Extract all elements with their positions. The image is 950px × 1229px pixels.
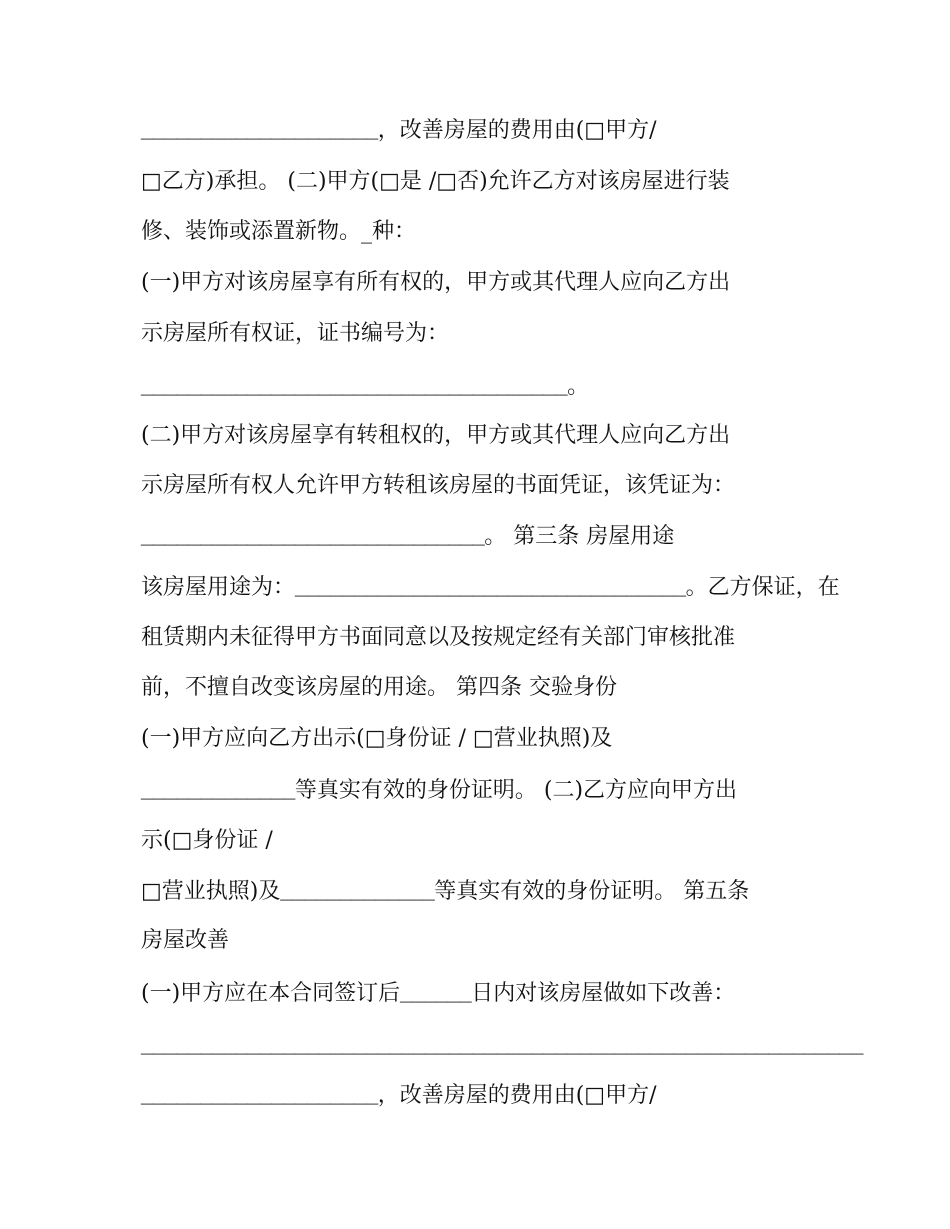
fill-in-blank: ____________________________________	[141, 373, 568, 398]
text-line	[141, 827, 273, 855]
fill-in-blank: _____________________________	[141, 523, 485, 548]
line-text: (二)甲方对该房屋享有转租权的，甲方或其代理人应向乙方出	[141, 423, 731, 448]
fill-in-blank: _____________	[280, 878, 435, 903]
text-line	[141, 320, 449, 348]
line-text: 前，不擅自改变该房屋的用途。 第四条 交验身份	[141, 675, 617, 700]
fill-in-blank: ____________________	[141, 1082, 378, 1107]
text-line	[141, 269, 730, 297]
text-line	[141, 168, 730, 196]
line-text: (一)甲方对该房屋享有所有权的，甲方或其代理人应向乙方出	[141, 270, 731, 295]
text-line	[141, 927, 229, 955]
line-prefix: □营业执照)及	[141, 879, 281, 904]
line-text: 。 第三条 房屋用途	[484, 524, 675, 549]
line-text: 。乙方保证，在	[685, 575, 840, 600]
text-line	[141, 422, 730, 450]
text-line	[141, 116, 657, 144]
line-prefix: (一)甲方应在本合同签订后	[141, 981, 401, 1006]
fill-in-blank: _____________	[141, 777, 295, 802]
line-text: 等真实有效的身份证明。 (二)乙方应向甲方出	[294, 778, 738, 803]
text-line	[141, 522, 674, 550]
text-line	[141, 1031, 863, 1059]
line-text: 日内对该房屋做如下改善：	[471, 981, 736, 1006]
text-line	[141, 979, 735, 1007]
line-text: ，改善房屋的费用由(□甲方/	[377, 1083, 657, 1108]
text-line	[141, 624, 735, 652]
fill-in-blank: _____________________________________________________________	[141, 1032, 863, 1057]
text-line	[141, 674, 617, 702]
fill-in-blank: _________________________________	[295, 574, 686, 599]
line-text: ，改善房屋的费用由(□甲方/	[377, 118, 657, 143]
line-text: □乙方)承担。 (二)甲方(□是 /□否)允许乙方对该房屋进行装	[141, 169, 730, 194]
line-text: 房屋改善	[141, 928, 230, 953]
text-line	[141, 573, 840, 601]
line-text: (一)甲方应向乙方出示(□身份证 / □营业执照)及	[141, 726, 613, 751]
line-prefix: 该房屋用途为：	[141, 575, 296, 600]
line-text: 示房屋所有权证，证书编号为：	[141, 321, 450, 346]
line-text: 示(□身份证 /	[141, 828, 273, 853]
fill-in-blank: ____________________	[141, 117, 378, 142]
text-line	[141, 218, 416, 246]
text-line	[141, 472, 735, 500]
text-line	[141, 1081, 657, 1109]
text-line	[141, 725, 612, 753]
text-line	[141, 372, 589, 400]
line-text: 。	[567, 374, 590, 399]
line-text: 等真实有效的身份证明。 第五条	[434, 879, 750, 904]
line-text: 修、装饰或添置新物。_种：	[141, 219, 417, 244]
line-text: 租赁期内未征得甲方书面同意以及按规定经有关部门审核批准	[141, 625, 736, 650]
fill-in-blank: ______	[400, 980, 472, 1005]
text-line	[141, 877, 749, 905]
text-line	[141, 776, 737, 804]
line-text: 示房屋所有权人允许甲方转租该房屋的书面凭证，该凭证为：	[141, 473, 736, 498]
